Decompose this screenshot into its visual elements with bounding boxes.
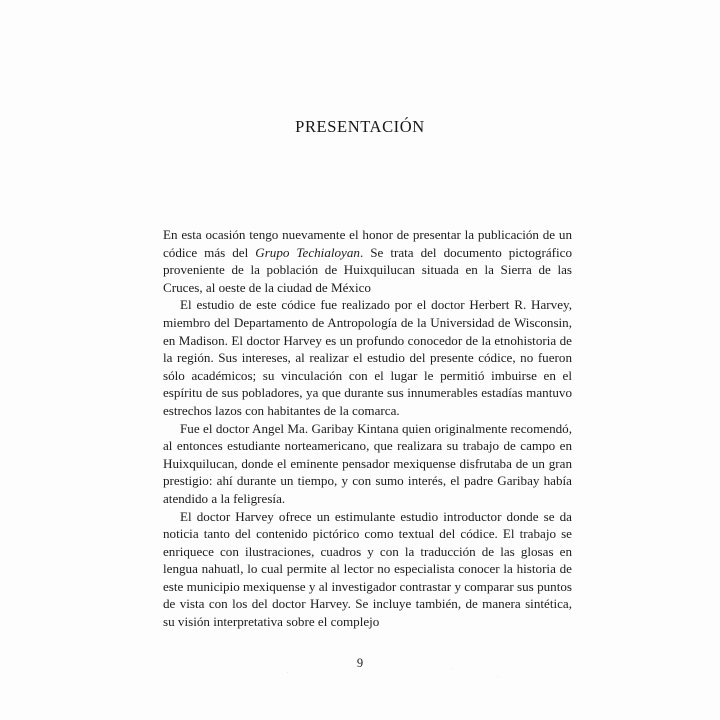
paragraph-1 xyxy=(163,226,572,296)
body-text-block xyxy=(163,226,572,631)
page-number: 9 xyxy=(356,656,364,670)
page-title: PRESENTACIÓN xyxy=(295,117,425,136)
paragraph-1-tail: . Se trata del documento pictográfico proveniente de la población de Huixquilucan situada en la Sierra de las Cruces, al oeste de la ciudad de México xyxy=(163,244,572,295)
paragraph-3: Fue el doctor Angel Ma. Garibay Kintana quien originalmente recomendó, al entonces estudiante norteamericano, que realizara su trabajo de campo en Huixquilucan, donde el eminente pensador mexiquense disfrutaba de un gran prestigio: ahí durante un tiempo, y con sumo interés, el padre Garibay había atendido a la feligresía. xyxy=(163,420,572,506)
scan-speckle xyxy=(452,668,453,669)
scan-speckle xyxy=(497,676,498,677)
paragraph-1-italic-title: Grupo Techialoyan xyxy=(255,244,360,260)
paragraph-1-lead: En esta ocasión tengo nuevamente el honor de presentar la publicación de un códice más del xyxy=(163,227,572,260)
paragraph-2: El estudio de este códice fue realizado por el doctor Herbert R. Harvey, miembro del Departamento de Antropología de la Universidad de Wisconsin, en Madison. El doctor Harvey es un profundo conocedor de la etnohistoria de la región. Sus intereses, al realizar el estudio del presente códice, no fueron sólo académicos; su vinculación con el lugar le permitió imbuirse en el espíritu de sus pobladores, ya que durante sus innumerables estadías mantuvo estrechos lazos con habitantes de la comarca. xyxy=(163,297,572,418)
paragraph-4: El doctor Harvey ofrece un estimulante estudio introductor donde se da noticia tanto del contenido pictórico como textual del códice. El trabajo se enriquece con ilustraciones, cuadros y con la traducción de las glosas en lengua nahuatl, lo cual permite al lector no especialista conocer la historia de este municipio mexiquense y al investigador contrastar y comparar sus puntos de vista con los del doctor Harvey. Se incluye también, de manera sintética, su visión interpretativa sobre el complejo xyxy=(163,508,572,630)
scan-speckle xyxy=(287,672,288,673)
